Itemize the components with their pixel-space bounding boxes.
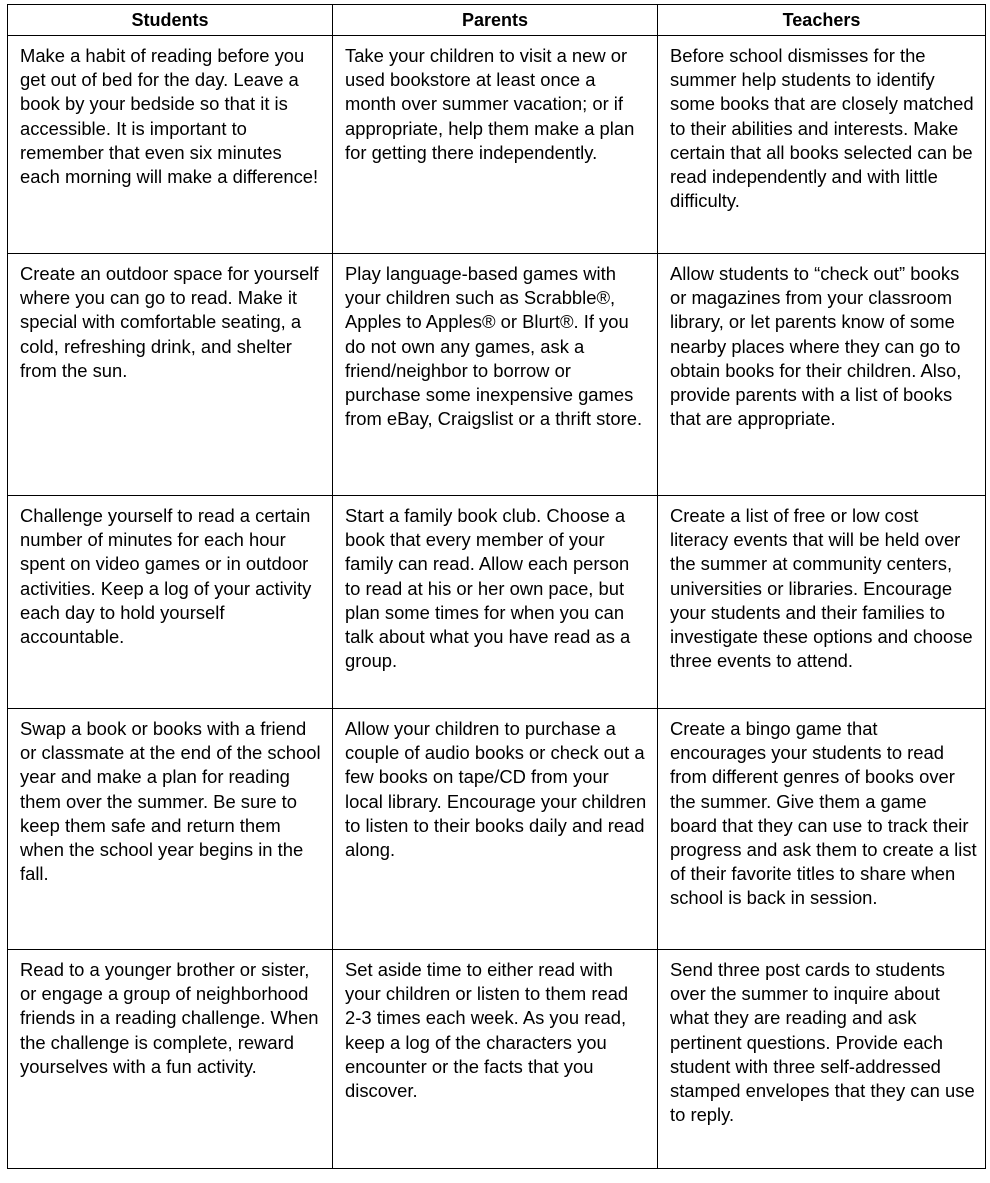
- parents-tip-cell: Take your children to visit a new or used bookstore at least once a month over summer vacation; or if appropriate, help them make a plan for getting there independently.: [333, 36, 658, 254]
- table-row: [8, 709, 986, 950]
- students-tip-cell: Read to a younger brother or sister, or engage a group of neighborhood friends in a reading challenge. When the challenge is complete, reward yourselves with a fun activity.: [8, 950, 333, 1169]
- parents-tip-cell: Play language-based games with your children such as Scrabble®, Apples to Apples® or Blurt®. If you do not own any games, ask a friend/neighbor to borrow or purchase some inexpensive games from eBay, Craigslist or a thrift store.: [333, 254, 658, 496]
- table-row: [8, 36, 986, 254]
- parents-tip-cell: Start a family book club. Choose a book that every member of your family can read. Allow each person to read at his or her own pace, but plan some times for when you can talk about what you have read as a group.: [333, 496, 658, 709]
- tips-table: [7, 4, 986, 1169]
- header-parents: Parents: [333, 5, 658, 36]
- header-row: [8, 5, 986, 36]
- table-row: [8, 254, 986, 496]
- teachers-tip-cell: Before school dismisses for the summer help students to identify some books that are closely matched to their abilities and interests. Make certain that all books selected can be read independently and with little difficulty.: [658, 36, 986, 254]
- header-students: Students: [8, 5, 333, 36]
- students-tip-cell: Swap a book or books with a friend or classmate at the end of the school year and make a plan for reading them over the summer. Be sure to keep them safe and return them when the school year begins in the fall.: [8, 709, 333, 950]
- teachers-tip-cell: Create a list of free or low cost literacy events that will be held over the summer at community centers, universities or libraries. Encourage your students and their families to investigate these options and choose three events to attend.: [658, 496, 986, 709]
- teachers-tip-cell: Create a bingo game that encourages your students to read from different genres of books over the summer. Give them a game board that they can use to track their progress and ask them to create a list of their favorite titles to share when school is back in session.: [658, 709, 986, 950]
- teachers-tip-cell: Allow students to “check out” books or magazines from your classroom library, or let parents know of some nearby places where they can go to obtain books for their children. Also, provide parents with a list of books that are appropriate.: [658, 254, 986, 496]
- table-row: [8, 950, 986, 1169]
- teachers-tip-cell: Send three post cards to students over the summer to inquire about what they are reading and ask pertinent questions. Provide each student with three self-addressed stamped envelopes that they can use to reply.: [658, 950, 986, 1169]
- students-tip-cell: Challenge yourself to read a certain number of minutes for each hour spent on video games or in outdoor activities. Keep a log of your activity each day to hold yourself accountable.: [8, 496, 333, 709]
- parents-tip-cell: Allow your children to purchase a couple of audio books or check out a few books on tape/CD from your local library. Encourage your children to listen to their books daily and read along.: [333, 709, 658, 950]
- table-row: [8, 496, 986, 709]
- header-teachers: Teachers: [658, 5, 986, 36]
- students-tip-cell: Create an outdoor space for yourself where you can go to read. Make it special with comfortable seating, a cold, refreshing drink, and shelter from the sun.: [8, 254, 333, 496]
- students-tip-cell: Make a habit of reading before you get out of bed for the day. Leave a book by your bedside so that it is accessible. It is important to remember that even six minutes each morning will make a difference!: [8, 36, 333, 254]
- parents-tip-cell: Set aside time to either read with your children or listen to them read 2-3 times each week. As you read, keep a log of the characters you encounter or the facts that you discover.: [333, 950, 658, 1169]
